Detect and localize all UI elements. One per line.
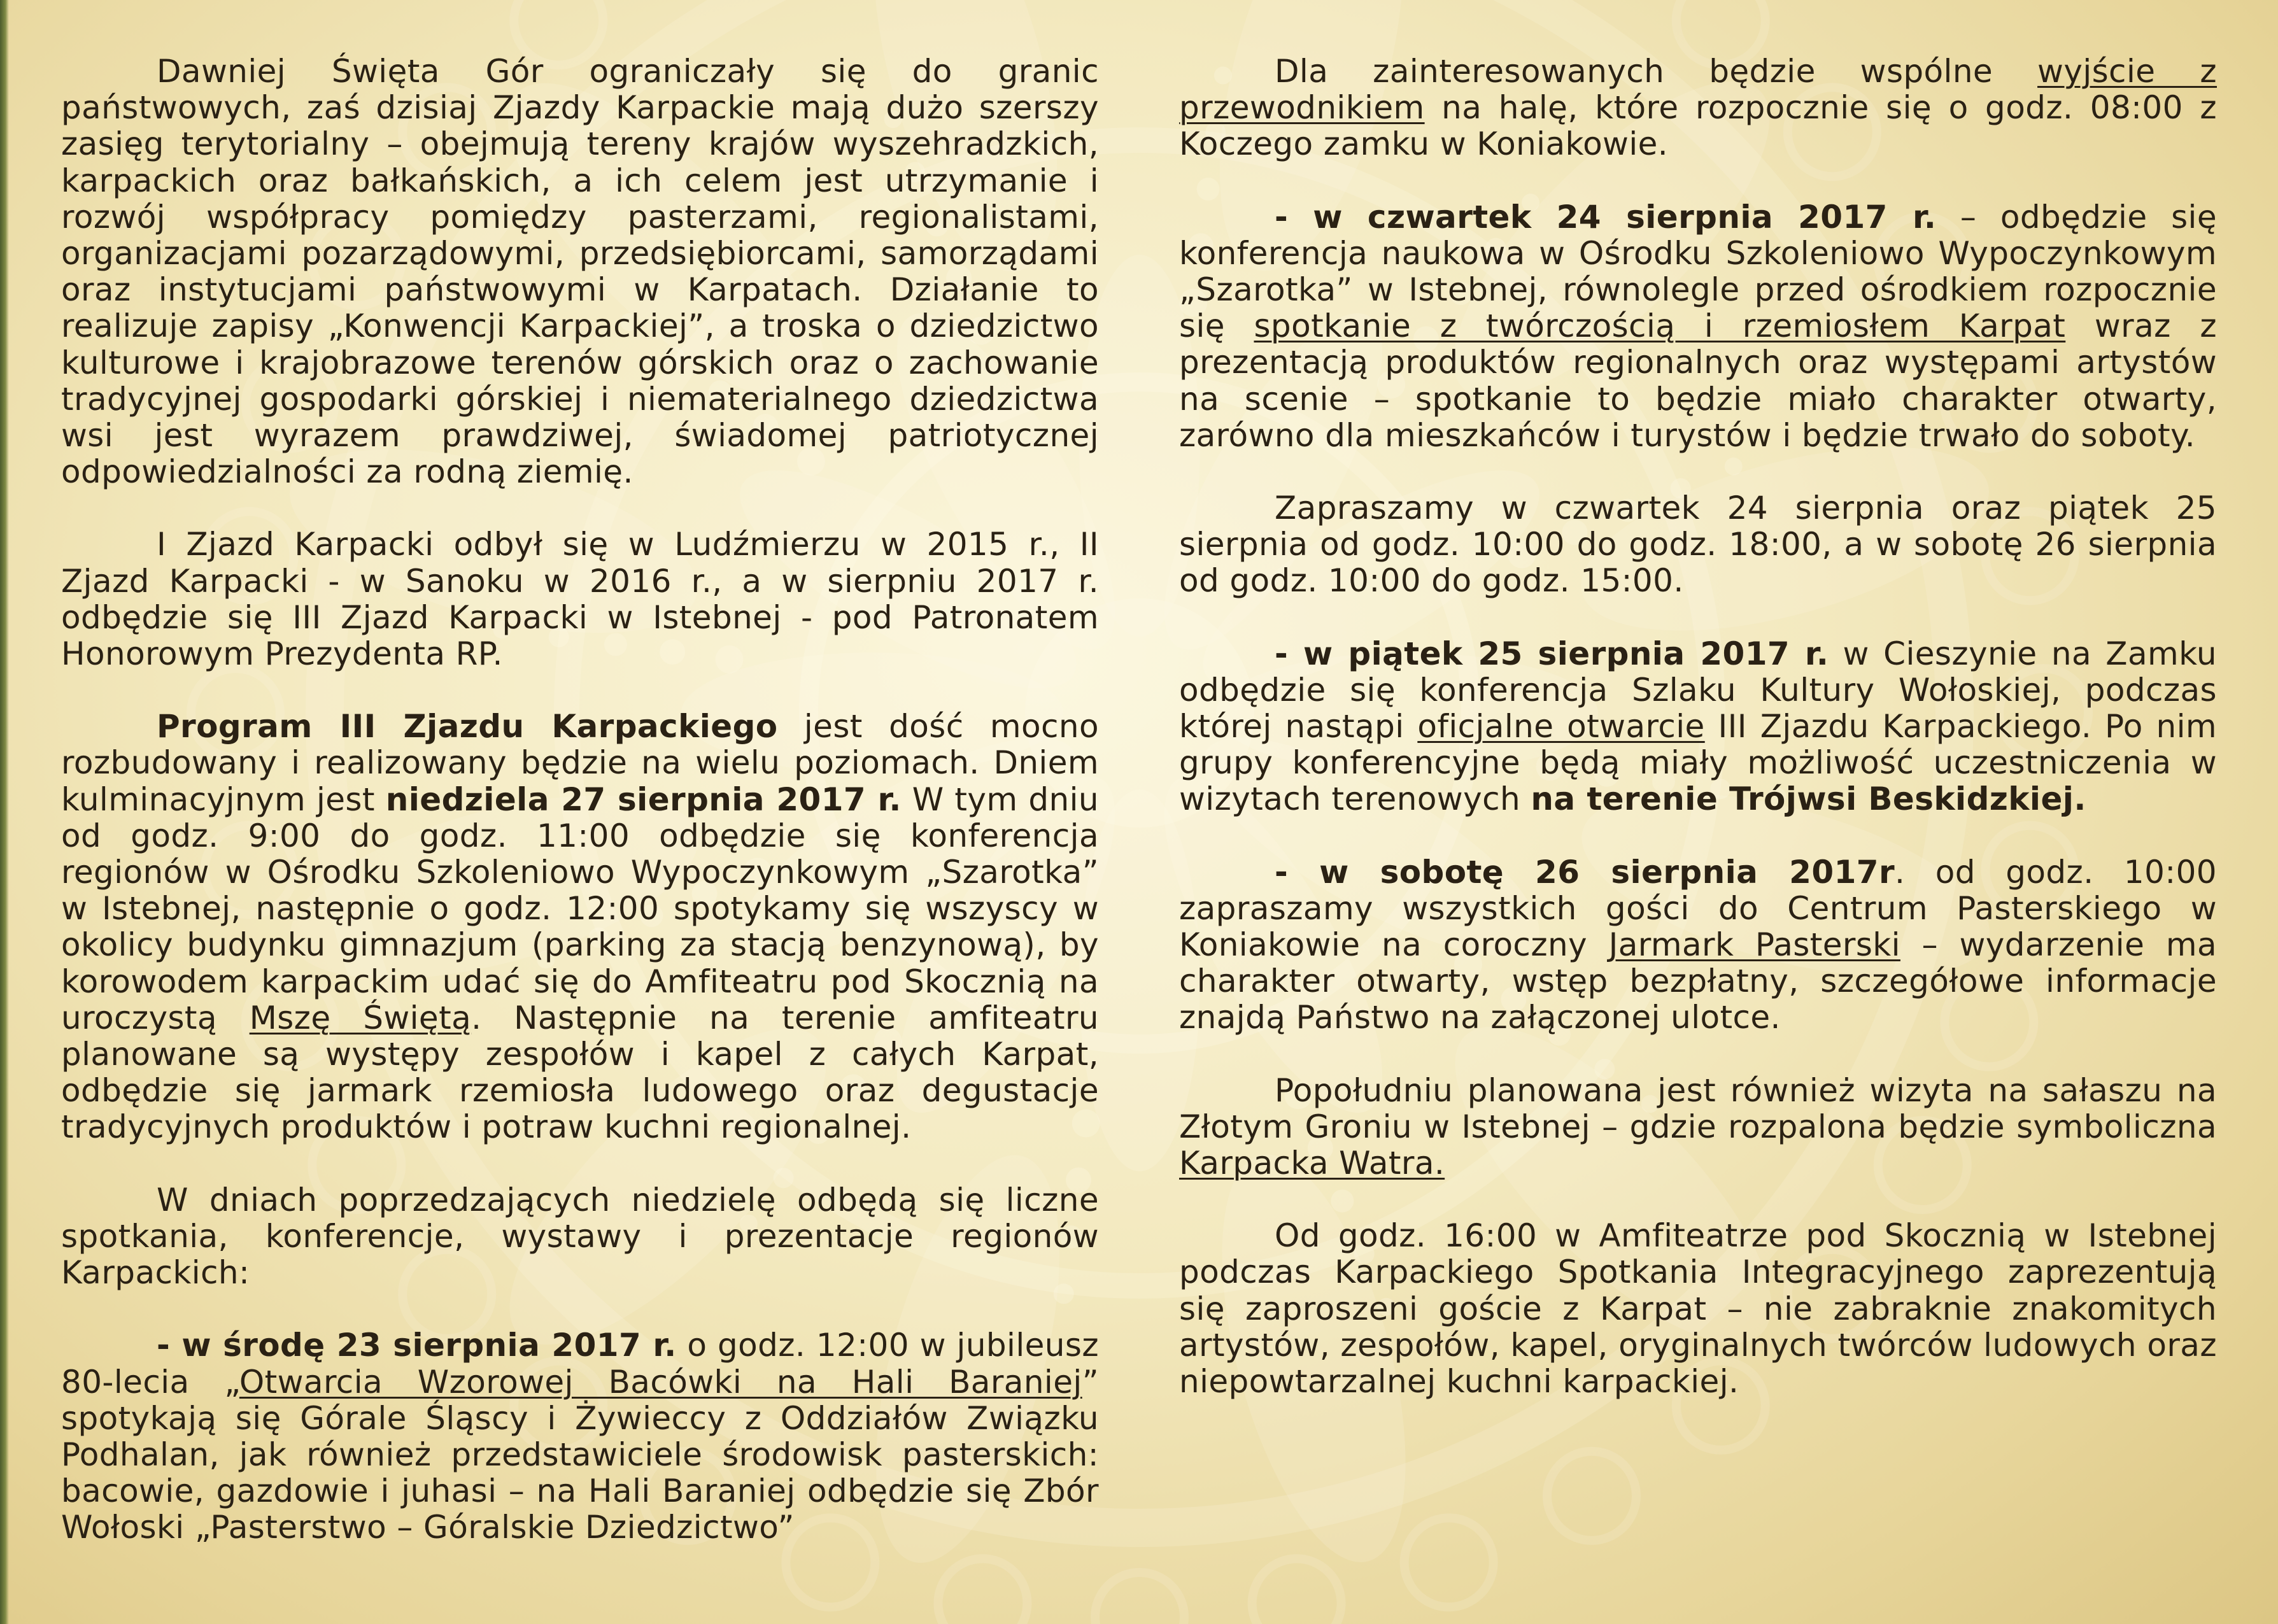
paragraph-previous-congresses	[61, 526, 1099, 672]
thursday-text-2: wraz z prezentacją produktów regionalnych oraz występami artystów na scenie – spotkanie to będzie miało charakter otwarty, zarówno dla mieszkańców i turystów i będzie trwało do soboty.	[1179, 307, 2217, 454]
invitation-hours-text: Zapraszamy w czwartek 24 sierpnia oraz piątek 25 sierpnia od godz. 10:00 do godz. 18:00, a w sobotę 26 sierpnia od godz. 10:00 do godz. 15:00.	[1179, 490, 2217, 600]
program-text-3: . Następnie na terenie amfiteatru planowane są występy zespołów i kapel z całych Karpat, odbędzie się jarmark rzemiosła ludowego oraz degustacje tradycyjnych produktów i potraw kuchni regionalnej.	[61, 999, 1099, 1146]
paragraph-friday	[1179, 636, 2217, 818]
integration-meeting-text: Od godz. 16:00 w Amfiteatrze pod Skocznią w Istebnej podczas Karpackiego Spotkania Integracyjnego zaprezentują się zaproszeni goście z Karpat – nie zabraknie znakomitych artystów, zespołów, kapel, oryginalnych twórców ludowych oraz niepowtarzalnej kuchni karpackiej.	[1179, 1217, 2217, 1401]
wednesday-event-highlight: Otwarcia Wzorowej Bacówki na Hali Baraniej	[239, 1363, 1082, 1401]
program-heading: Program III Zjazdu Karpackiego	[157, 708, 778, 745]
left-edge-stripe	[0, 0, 9, 1624]
paragraph-preceding-days	[61, 1182, 1099, 1292]
paragraph-previous-congresses-text: I Zjazd Karpacki odbył się w Ludźmierzu w 2015 r., II Zjazd Karpacki - w Sanoku w 2016 r., a w sierpniu 2017 r. odbędzie się III Zjazd Karpacki w Istebnej - pod Patronatem Honorowym Prezydenta RP.	[61, 526, 1099, 673]
trojwies-highlight: na terenie Trójwsi Beskidzkiej.	[1531, 780, 2086, 818]
wednesday-text-2: ” spotykają się Górale Śląscy i Żywieccy z Oddziałów Związku Podhalan, jak również przedstawiciele środowisk pasterskich: bacowie, gazdowie i juhasi – na Hali Baraniej odbędzie się Zbór Wołoski „Pasterstwo – Góralskie Dziedzictwo”	[61, 1363, 1099, 1546]
paragraph-invitation-hours	[1179, 490, 2217, 600]
paragraph-guided-walk	[1179, 53, 2217, 163]
friday-text-1: w Cieszynie na Zamku odbędzie się konferencja Szlaku Kultury Wołoskiej, podczas której nastąpi	[1179, 635, 2217, 745]
afternoon-visit-text: Popołudniu planowana jest również wizyta na sałaszu na Złotym Groniu w Istebnej – gdzie rozpalona będzie symboliczna	[1179, 1071, 2217, 1145]
thursday-text-1: – odbędzie się konferencja naukowa w Ośrodku Szkoleniowo Wypoczynkowym „Szarotka” w Istebnej, równolegle przed ośrodkiem rozpocznie się	[1179, 198, 2217, 345]
paragraph-afternoon-visit	[1179, 1073, 2217, 1182]
paragraph-program	[61, 709, 1099, 1145]
paragraph-wednesday	[61, 1327, 1099, 1546]
saturday-date: - w sobotę 26 sierpnia 2017r	[1275, 853, 1895, 891]
wednesday-date: - w środę 23 sierpnia 2017 r.	[157, 1327, 677, 1364]
friday-date: - w piątek 25 sierpnia 2017 r.	[1275, 635, 1829, 672]
left-column	[61, 53, 1099, 1546]
program-text-1: jest dość mocno rozbudowany i realizowany będzie na wielu poziomach. Dniem kulminacyjnym jest	[61, 708, 1099, 818]
official-opening-highlight: oficjalne otwarcie	[1417, 708, 1705, 745]
crafts-meeting-highlight: spotkanie z twórczością i rzemiosłem Karpat	[1254, 307, 2066, 345]
guided-walk-text-1: Dla zainteresowanych będzie wspólne	[1275, 53, 2038, 90]
friday-text-2: III Zjazdu Karpackiego. Po nim grupy konferencyjne będą miały możliwość uczestniczenia w wizytach terenowych	[1179, 708, 2217, 818]
paragraph-saturday	[1179, 854, 2217, 1036]
program-text-2: W tym dniu od godz. 9:00 do godz. 11:00 odbędzie się konferencja regionów w Ośrodku Szkoleniowo Wypoczynkowym „Szarotka” w Istebnej, następnie o godz. 12:00 spotykamy się wszyscy w okolicy budynku gimnazjum (parking za stacją benzynową), by korowodem karpackim udać się do Amfiteatru pod Skocznią na uroczystą	[61, 780, 1100, 1036]
program-main-date: niedziela 27 sierpnia 2017 r.	[385, 780, 902, 818]
paragraph-integration-meeting	[1179, 1218, 2217, 1400]
guided-walk-highlight: wyjście z przewodnikiem	[1179, 53, 2217, 127]
shepherd-fair-highlight: Jarmark Pasterski	[1608, 926, 1900, 964]
paragraph-thursday	[1179, 199, 2217, 454]
wednesday-text-1: o godz. 12:00 w jubileusz 80-lecia „	[61, 1327, 1099, 1401]
thursday-date: - w czwartek 24 sierpnia 2017 r.	[1275, 198, 1937, 236]
saturday-text-1: . od godz. 10:00 zapraszamy wszystkich gości do Centrum Pasterskiego w Koniakowie na coroczny	[1179, 853, 2217, 964]
guided-walk-text-2: na halę, które rozpocznie się o godz. 08:00 z Koczego zamku w Koniakowie.	[1179, 89, 2217, 163]
preceding-days-text: W dniach poprzedzających niedzielę odbędą się liczne spotkania, konferencje, wystawy i prezentacje regionów Karpackich:	[61, 1181, 1099, 1292]
carpathian-fire-highlight: Karpacka Watra.	[1179, 1145, 1445, 1182]
holy-mass-highlight: Mszę Świętą	[249, 999, 472, 1036]
paragraph-history-text: Dawniej Święta Gór ograniczały się do granic państwowych, zaś dzisiaj Zjazdy Karpackie mają dużo szerszy zasięg terytorialny – obejmują tereny krajów wyszehradzkich, karpackich oraz bałkańskich, a ich celem jest utrzymanie i rozwój współpracy pomiędzy pasterzami, regionalistami, organizacjami pozarządowymi, przedsiębiorcami, samorządami oraz instytucjami państwowymi w Karpatach. Działanie to realizuje zapisy „Konwencji Karpackiej”, a troska o dziedzictwo kulturowe i krajobrazowe terenów górskich oraz o zachowanie tradycyjnej gospodarki górskiej i niematerialnego dziedzictwa wsi jest wyrazem prawdziwej, świadomej patriotycznej odpowiedzialności za rodną ziemię.	[61, 53, 1099, 491]
saturday-text-2: – wydarzenie ma charakter otwarty, wstęp bezpłatny, szczegółowe informacje znajdą Państwo na załączonej ulotce.	[1179, 926, 2217, 1036]
paragraph-history	[61, 53, 1099, 490]
right-column	[1179, 53, 2217, 1400]
